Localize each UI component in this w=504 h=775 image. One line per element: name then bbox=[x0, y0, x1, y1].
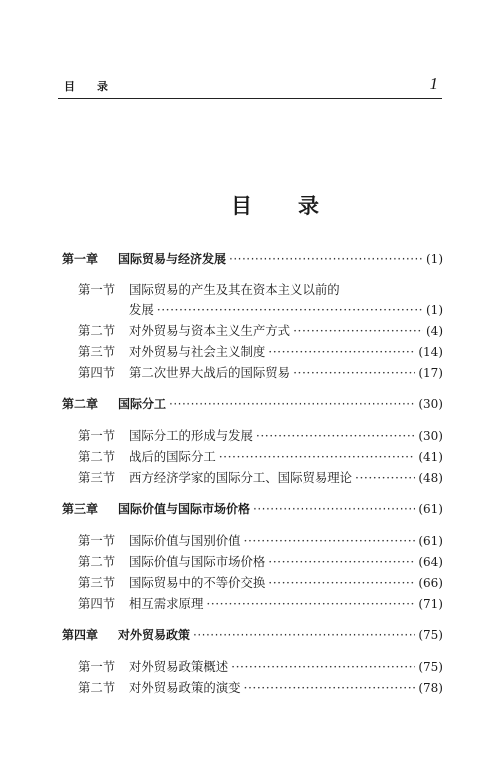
dot-leader bbox=[293, 323, 423, 338]
running-head-title: 目录 bbox=[64, 80, 130, 93]
page-ref: (30) bbox=[418, 397, 443, 411]
section-title: 对外贸易与资本主义生产方式 bbox=[129, 323, 291, 338]
section-number: 第一节 bbox=[78, 282, 116, 297]
toc-section-4-2[interactable] bbox=[78, 678, 443, 696]
page-ref: (1) bbox=[426, 252, 443, 266]
page-ref: (1) bbox=[426, 303, 443, 317]
section-number: 第四节 bbox=[78, 596, 116, 611]
toc-section-1-1[interactable] bbox=[78, 280, 443, 298]
page-ref: (61) bbox=[418, 534, 443, 548]
dot-leader bbox=[193, 628, 415, 642]
toc-section-3-4[interactable] bbox=[78, 594, 443, 612]
page-ref: (75) bbox=[418, 628, 443, 642]
toc-section-4-1[interactable] bbox=[78, 657, 443, 675]
dot-leader bbox=[157, 302, 423, 317]
section-number: 第二节 bbox=[78, 449, 116, 464]
dot-leader bbox=[169, 397, 415, 411]
section-title-continued: 发展 bbox=[129, 302, 154, 317]
section-number: 第二节 bbox=[78, 554, 116, 569]
page-ref: (75) bbox=[418, 660, 443, 674]
dot-leader bbox=[293, 365, 415, 380]
dot-leader bbox=[231, 659, 415, 674]
section-number: 第一节 bbox=[78, 659, 116, 674]
dot-leader bbox=[244, 680, 416, 695]
section-number: 第四节 bbox=[78, 365, 116, 380]
dot-leader bbox=[219, 449, 416, 464]
toc-chapter-1[interactable] bbox=[62, 250, 443, 267]
chapter-title: 国际分工 bbox=[118, 397, 167, 411]
chapter-title: 国际价值与国际市场价格 bbox=[118, 502, 251, 516]
toc-section-3-2[interactable] bbox=[78, 552, 443, 570]
section-number: 第二节 bbox=[78, 323, 116, 338]
section-number: 第三节 bbox=[78, 575, 116, 590]
dot-leader bbox=[355, 470, 415, 485]
dot-leader bbox=[268, 575, 415, 590]
chapter-number: 第一章 bbox=[62, 252, 99, 266]
page-ref: (4) bbox=[426, 324, 443, 338]
dot-leader bbox=[268, 554, 415, 569]
toc-section-2-1[interactable] bbox=[78, 426, 443, 444]
section-title: 国际分工的形成与发展 bbox=[129, 428, 253, 443]
toc-section-1-2[interactable] bbox=[78, 321, 443, 339]
running-head-page-number: 1 bbox=[429, 74, 438, 93]
page-ref: (78) bbox=[418, 681, 443, 695]
chapter-number: 第四章 bbox=[62, 628, 99, 642]
chapter-number: 第二章 bbox=[62, 397, 99, 411]
page-ref: (14) bbox=[418, 345, 443, 359]
section-title: 国际价值与国别价值 bbox=[129, 533, 241, 548]
dot-leader bbox=[206, 596, 415, 611]
section-number: 第一节 bbox=[78, 533, 116, 548]
section-title: 对外贸易政策概述 bbox=[129, 659, 229, 674]
page-ref: (48) bbox=[418, 471, 443, 485]
section-title: 西方经济学家的国际分工、国际贸易理论 bbox=[129, 470, 353, 485]
toc-section-1-4[interactable] bbox=[78, 363, 443, 381]
section-title: 相互需求原理 bbox=[129, 596, 204, 611]
toc-section-2-3[interactable] bbox=[78, 468, 443, 486]
page-ref: (17) bbox=[418, 366, 443, 380]
section-number: 第三节 bbox=[78, 470, 116, 485]
chapter-number: 第三章 bbox=[62, 502, 99, 516]
page-ref: (61) bbox=[418, 502, 443, 516]
chapter-title: 国际贸易与经济发展 bbox=[118, 252, 227, 266]
toc-chapter-4[interactable] bbox=[62, 626, 443, 643]
toc-section-1-1-continued[interactable] bbox=[129, 300, 443, 318]
section-title: 对外贸易政策的演变 bbox=[129, 680, 241, 695]
toc-section-1-3[interactable] bbox=[78, 342, 443, 360]
toc-section-3-3[interactable] bbox=[78, 573, 443, 591]
dot-leader bbox=[253, 502, 415, 516]
toc-section-2-2[interactable] bbox=[78, 447, 443, 465]
section-title: 第二次世界大战后的国际贸易 bbox=[129, 365, 291, 380]
section-title: 国际贸易中的不等价交换 bbox=[129, 575, 266, 590]
dot-leader bbox=[256, 428, 415, 443]
section-title: 国际贸易的产生及其在资本主义以前的 bbox=[129, 282, 340, 297]
section-number: 第三节 bbox=[78, 344, 116, 359]
dot-leader bbox=[244, 533, 416, 548]
running-head bbox=[58, 74, 442, 99]
section-title: 战后的国际分工 bbox=[129, 449, 216, 464]
page-title: 目录 bbox=[231, 193, 365, 218]
toc-chapter-2[interactable] bbox=[62, 395, 443, 412]
toc-section-3-1[interactable] bbox=[78, 531, 443, 549]
page-ref: (66) bbox=[418, 576, 443, 590]
dot-leader bbox=[268, 344, 415, 359]
page-ref: (41) bbox=[418, 450, 443, 464]
chapter-title: 对外贸易政策 bbox=[118, 628, 191, 642]
toc-chapter-3[interactable] bbox=[62, 500, 443, 517]
page-ref: (71) bbox=[418, 597, 443, 611]
dot-leader bbox=[229, 252, 423, 266]
section-number: 第二节 bbox=[78, 680, 116, 695]
section-title: 国际价值与国际市场价格 bbox=[129, 554, 266, 569]
page-ref: (64) bbox=[418, 555, 443, 569]
page-ref: (30) bbox=[418, 429, 443, 443]
section-title: 对外贸易与社会主义制度 bbox=[129, 344, 266, 359]
section-number: 第一节 bbox=[78, 428, 116, 443]
